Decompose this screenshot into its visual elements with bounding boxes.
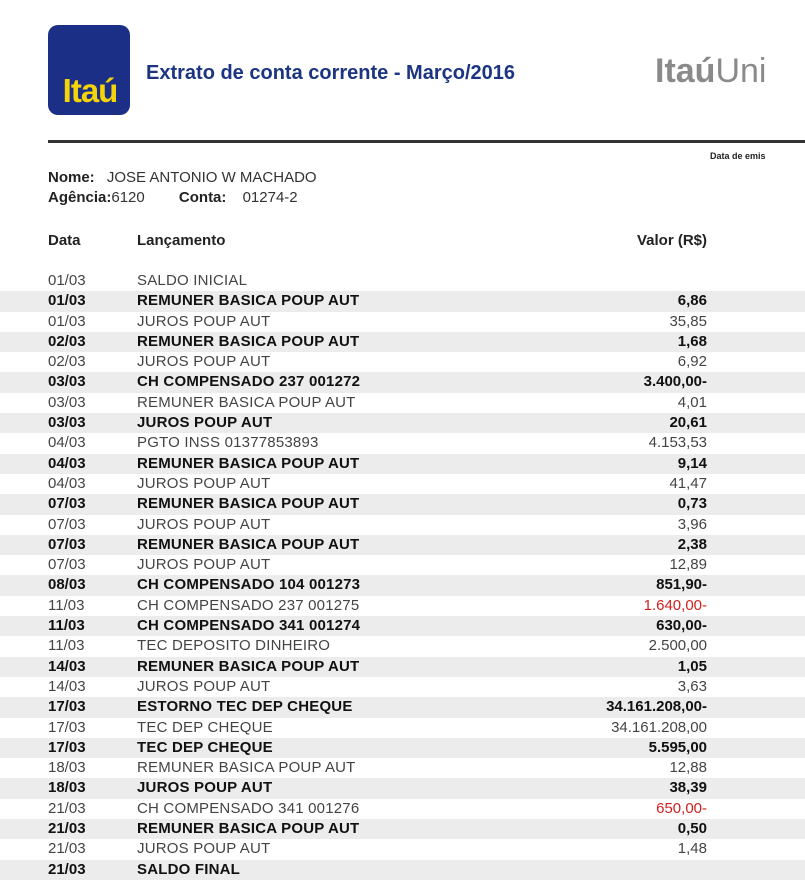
row-date: 01/03: [48, 292, 86, 310]
col-header-lancamento: Lançamento: [137, 232, 226, 249]
table-row: [0, 860, 805, 880]
row-date: 07/03: [48, 535, 86, 553]
row-date: 07/03: [48, 515, 86, 533]
row-amount: 4.153,53: [648, 434, 707, 452]
row-description: SALDO INICIAL: [137, 272, 248, 289]
row-amount: 12,88: [669, 759, 707, 777]
row-date: 04/03: [48, 434, 86, 452]
table-row: [0, 271, 805, 291]
row-date: 07/03: [48, 495, 86, 513]
table-row: [0, 839, 805, 859]
table-row: [0, 799, 805, 819]
row-amount: 1,05: [677, 657, 707, 675]
row-amount: 2.500,00: [648, 637, 707, 655]
row-description: CH COMPENSADO 341 001274: [137, 617, 361, 635]
table-row: [0, 555, 805, 575]
row-date: 21/03: [48, 840, 86, 858]
table-row: [0, 778, 805, 798]
row-description: ESTORNO TEC DEP CHEQUE: [137, 698, 353, 716]
row-date: 01/03: [48, 312, 86, 330]
row-description: JUROS POUP AUT: [137, 353, 271, 371]
table-row: [0, 616, 805, 636]
row-amount: 6,86: [677, 292, 707, 310]
row-date: 08/03: [48, 576, 86, 594]
row-date: 17/03: [48, 718, 86, 736]
row-amount: 1.640,00-: [643, 596, 707, 614]
name-label: Nome:: [48, 169, 95, 186]
row-description: JUROS POUP AUT: [137, 840, 271, 858]
row-description: REMUNER BASICA POUP AUT: [137, 393, 356, 411]
table-row: [0, 596, 805, 616]
row-date: 18/03: [48, 759, 86, 777]
row-amount: 34.161.208,00-: [606, 698, 707, 716]
row-date: 03/03: [48, 393, 86, 411]
account-label: Conta:: [178, 189, 227, 206]
row-date: 03/03: [48, 373, 86, 391]
row-amount: 1,48: [677, 840, 707, 858]
page-title: Extrato de conta corrente - Março/2016: [146, 62, 516, 84]
row-date: 21/03: [48, 799, 86, 817]
row-amount: 2,38: [677, 535, 707, 553]
row-description: REMUNER BASICA POUP AUT: [137, 292, 360, 310]
row-amount: 35,85: [669, 312, 707, 330]
account-line: [48, 189, 298, 206]
agency-value: 6120: [111, 189, 145, 206]
row-amount: 6,92: [677, 353, 707, 371]
table-row: [0, 636, 805, 656]
row-amount: 9,14: [677, 454, 707, 472]
row-description: JUROS POUP AUT: [137, 515, 271, 533]
agency-label: Agência:: [48, 189, 112, 206]
row-amount: 5.595,00: [648, 738, 707, 756]
row-amount: 4,01: [677, 393, 707, 411]
row-date: 18/03: [48, 779, 86, 797]
row-description: CH COMPENSADO 237 001272: [137, 373, 361, 391]
table-row: [0, 332, 805, 352]
row-date: 11/03: [48, 637, 85, 655]
row-amount: 3,63: [677, 677, 707, 695]
row-description: REMUNER BASICA POUP AUT: [137, 759, 356, 777]
row-amount: 38,39: [669, 779, 707, 797]
table-row: [0, 657, 805, 677]
row-description: CH COMPENSADO 104 001273: [137, 576, 361, 594]
row-date: 01/03: [48, 272, 86, 289]
row-description: PGTO INSS 01377853893: [137, 434, 319, 452]
table-row: [0, 413, 805, 433]
row-date: 11/03: [48, 596, 85, 614]
emission-date-label: Data de emis: [710, 151, 766, 161]
name-value: JOSE ANTONIO W MACHADO: [106, 169, 317, 186]
brand-wordmark: [655, 52, 766, 91]
col-header-valor: Valor (R$): [636, 232, 707, 249]
row-description: TEC DEPOSITO DINHEIRO: [137, 637, 331, 655]
row-amount: 630,00-: [656, 617, 707, 635]
row-amount: 41,47: [669, 474, 707, 492]
row-description: REMUNER BASICA POUP AUT: [137, 332, 360, 350]
table-row: [0, 312, 805, 332]
table-row: [0, 535, 805, 555]
table-row: [0, 819, 805, 839]
row-description: REMUNER BASICA POUP AUT: [137, 535, 360, 553]
row-amount: 650,00-: [656, 799, 707, 817]
table-row: [0, 291, 805, 311]
row-description: JUROS POUP AUT: [137, 677, 271, 695]
header-divider: [48, 140, 805, 143]
table-row: [0, 494, 805, 514]
row-amount: 3,96: [677, 515, 707, 533]
table-row: [0, 697, 805, 717]
row-description: CH COMPENSADO 341 001276: [137, 799, 360, 817]
table-row: [0, 372, 805, 392]
row-description: REMUNER BASICA POUP AUT: [137, 657, 360, 675]
table-row: [0, 352, 805, 372]
row-date: 17/03: [48, 738, 86, 756]
row-description: TEC DEP CHEQUE: [137, 718, 273, 736]
row-amount: 34.161.208,00: [611, 718, 707, 736]
logo-text: Itaú: [62, 72, 118, 109]
table-row: [0, 393, 805, 413]
account-value: 01274-2: [242, 189, 298, 206]
transactions-table: [0, 271, 805, 880]
table-row: [0, 474, 805, 494]
row-description: CH COMPENSADO 237 001275: [137, 596, 360, 614]
row-amount: 3.400,00-: [643, 373, 707, 391]
table-row: [0, 738, 805, 758]
table-row: [0, 575, 805, 595]
row-date: 21/03: [48, 860, 86, 878]
row-date: 17/03: [48, 698, 86, 716]
col-header-data: Data: [48, 232, 81, 249]
row-description: REMUNER BASICA POUP AUT: [137, 495, 360, 513]
table-row: [0, 677, 805, 697]
row-date: 02/03: [48, 353, 86, 371]
table-row: [0, 758, 805, 778]
row-date: 14/03: [48, 677, 86, 695]
itau-logo: [48, 25, 130, 115]
row-date: 04/03: [48, 454, 86, 472]
table-row: [0, 454, 805, 474]
row-description: JUROS POUP AUT: [137, 779, 273, 797]
name-line: [48, 169, 317, 186]
row-amount: 20,61: [669, 414, 707, 432]
brand-light: Uni: [715, 52, 767, 90]
table-row: [0, 433, 805, 453]
row-date: 04/03: [48, 474, 86, 492]
row-description: TEC DEP CHEQUE: [137, 738, 273, 756]
row-date: 21/03: [48, 820, 86, 838]
row-date: 02/03: [48, 332, 86, 350]
table-row: [0, 515, 805, 535]
row-date: 11/03: [48, 617, 85, 635]
row-date: 07/03: [48, 556, 86, 574]
row-description: JUROS POUP AUT: [137, 556, 271, 574]
table-row: [0, 718, 805, 738]
row-description: JUROS POUP AUT: [137, 474, 271, 492]
row-amount: 0,73: [677, 495, 707, 513]
row-description: JUROS POUP AUT: [137, 414, 273, 432]
row-description: SALDO FINAL: [137, 860, 241, 878]
row-description: REMUNER BASICA POUP AUT: [137, 820, 360, 838]
row-amount: 851,90-: [656, 576, 707, 594]
row-amount: 0,50: [677, 820, 707, 838]
row-date: 14/03: [48, 657, 86, 675]
brand-bold: Itaú: [655, 52, 716, 90]
row-amount: 12,89: [669, 556, 707, 574]
row-description: JUROS POUP AUT: [137, 312, 271, 330]
row-description: REMUNER BASICA POUP AUT: [137, 454, 360, 472]
row-date: 03/03: [48, 414, 86, 432]
row-amount: 1,68: [677, 332, 707, 350]
